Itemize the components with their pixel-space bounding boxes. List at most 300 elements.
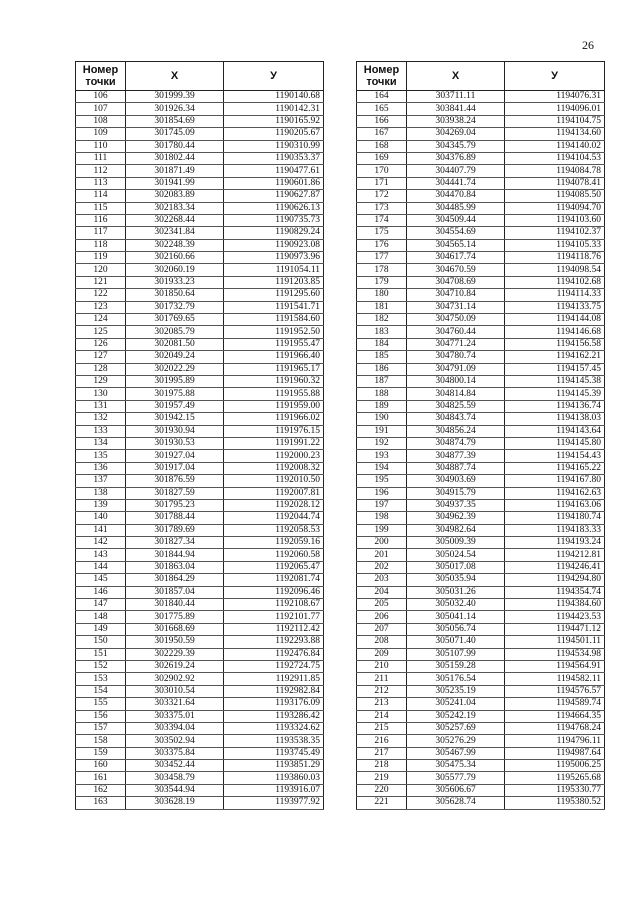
table-row [357, 252, 605, 264]
y-cell: 1194589.74 [505, 698, 605, 710]
point-number-cell: 120 [76, 264, 126, 276]
table-row [76, 747, 324, 759]
x-cell: 301942.15 [126, 413, 224, 425]
x-cell: 305241.04 [407, 698, 505, 710]
x-cell: 301863.04 [126, 561, 224, 573]
table-row [357, 239, 605, 251]
point-number-cell: 193 [357, 450, 407, 462]
y-cell: 1190477.61 [224, 165, 324, 177]
x-cell: 305041.14 [407, 611, 505, 623]
table-row [76, 698, 324, 710]
table-row [357, 537, 605, 549]
y-cell: 1194501.11 [505, 636, 605, 648]
point-number-cell: 112 [76, 165, 126, 177]
point-number-cell: 204 [357, 586, 407, 598]
table-row [76, 326, 324, 338]
x-cell: 301864.29 [126, 574, 224, 586]
table-row [357, 673, 605, 685]
table-row [76, 586, 324, 598]
y-cell: 1194180.74 [505, 512, 605, 524]
point-number-cell: 214 [357, 710, 407, 722]
x-cell: 301927.04 [126, 450, 224, 462]
table-header-row [76, 62, 324, 91]
table-row [357, 115, 605, 127]
x-cell: 305056.74 [407, 623, 505, 635]
x-cell: 303502.94 [126, 735, 224, 747]
point-number-cell: 161 [76, 772, 126, 784]
x-cell: 304554.69 [407, 227, 505, 239]
x-cell: 302160.66 [126, 252, 224, 264]
table-row [357, 140, 605, 152]
point-number-cell: 118 [76, 239, 126, 251]
point-number-cell: 207 [357, 623, 407, 635]
x-cell: 304825.59 [407, 400, 505, 412]
x-cell: 303452.44 [126, 760, 224, 772]
x-cell: 301941.99 [126, 177, 224, 189]
y-cell: 1193745.49 [224, 747, 324, 759]
point-number-cell: 187 [357, 375, 407, 387]
y-cell: 1194104.53 [505, 152, 605, 164]
y-cell: 1195006.25 [505, 760, 605, 772]
point-number-cell: 220 [357, 784, 407, 796]
x-cell: 305577.79 [407, 772, 505, 784]
point-number-cell: 197 [357, 499, 407, 511]
x-cell: 303375.01 [126, 710, 224, 722]
table-row [357, 190, 605, 202]
y-cell: 1194145.38 [505, 375, 605, 387]
y-cell: 1194294.80 [505, 574, 605, 586]
y-cell: 1194102.37 [505, 227, 605, 239]
x-cell: 303321.64 [126, 698, 224, 710]
table-row [76, 314, 324, 326]
table-row [357, 91, 605, 103]
y-cell: 1190829.24 [224, 227, 324, 239]
y-cell: 1191203.85 [224, 276, 324, 288]
x-cell: 301802.44 [126, 152, 224, 164]
x-cell: 301957.49 [126, 400, 224, 412]
x-cell: 301854.69 [126, 115, 224, 127]
point-number-cell: 162 [76, 784, 126, 796]
x-cell: 303375.84 [126, 747, 224, 759]
x-cell: 302022.29 [126, 363, 224, 375]
table-row [76, 363, 324, 375]
point-number-cell: 113 [76, 177, 126, 189]
y-cell: 1194134.60 [505, 128, 605, 140]
y-cell: 1191965.17 [224, 363, 324, 375]
y-cell: 1194154.43 [505, 450, 605, 462]
point-number-cell: 216 [357, 735, 407, 747]
x-cell: 301871.49 [126, 165, 224, 177]
table-row [76, 301, 324, 313]
point-number-cell: 208 [357, 636, 407, 648]
point-number-cell: 203 [357, 574, 407, 586]
table-row [357, 314, 605, 326]
table-row [357, 636, 605, 648]
point-number-cell: 177 [357, 252, 407, 264]
table-row [76, 574, 324, 586]
point-number-cell: 115 [76, 202, 126, 214]
table-row [357, 462, 605, 474]
x-cell: 305009.39 [407, 537, 505, 549]
x-cell: 301668.69 [126, 623, 224, 635]
point-number-cell: 174 [357, 214, 407, 226]
table-row [76, 202, 324, 214]
point-number-cell: 116 [76, 214, 126, 226]
point-number-cell: 127 [76, 351, 126, 363]
x-cell: 302060.19 [126, 264, 224, 276]
point-number-cell: 210 [357, 660, 407, 672]
point-number-cell: 192 [357, 437, 407, 449]
x-cell: 305257.69 [407, 722, 505, 734]
table-row [76, 115, 324, 127]
point-number-cell: 151 [76, 648, 126, 660]
point-number-cell: 124 [76, 314, 126, 326]
x-cell: 304485.99 [407, 202, 505, 214]
point-number-cell: 107 [76, 103, 126, 115]
x-cell: 305467.99 [407, 747, 505, 759]
table-row [357, 301, 605, 313]
x-cell: 301827.59 [126, 487, 224, 499]
y-cell: 1190601.86 [224, 177, 324, 189]
y-cell: 1191952.50 [224, 326, 324, 338]
table-row [76, 239, 324, 251]
x-cell: 304617.74 [407, 252, 505, 264]
table-row [76, 264, 324, 276]
point-number-cell: 170 [357, 165, 407, 177]
x-cell: 302085.79 [126, 326, 224, 338]
point-number-cell: 119 [76, 252, 126, 264]
table-row [76, 128, 324, 140]
point-number-cell: 205 [357, 599, 407, 611]
point-number-cell: 123 [76, 301, 126, 313]
y-cell: 1194183.33 [505, 524, 605, 536]
x-cell: 302229.39 [126, 648, 224, 660]
y-cell: 1194162.21 [505, 351, 605, 363]
y-cell: 1192724.75 [224, 660, 324, 672]
x-cell: 301795.23 [126, 499, 224, 511]
y-cell: 1190353.37 [224, 152, 324, 164]
x-cell: 305107.99 [407, 648, 505, 660]
point-number-cell: 166 [357, 115, 407, 127]
table-row [76, 475, 324, 487]
point-number-cell: 172 [357, 190, 407, 202]
table-row [357, 499, 605, 511]
point-number-cell: 190 [357, 413, 407, 425]
y-cell: 1192476.84 [224, 648, 324, 660]
x-cell: 302183.34 [126, 202, 224, 214]
x-cell: 304771.24 [407, 338, 505, 350]
y-cell: 1194564.91 [505, 660, 605, 672]
header-point-number: Номер точки [76, 62, 126, 91]
x-cell: 304710.84 [407, 289, 505, 301]
x-cell: 304982.64 [407, 524, 505, 536]
y-cell: 1194133.75 [505, 301, 605, 313]
point-number-cell: 163 [76, 797, 126, 809]
x-cell: 304814.84 [407, 388, 505, 400]
point-number-cell: 138 [76, 487, 126, 499]
table-row [76, 190, 324, 202]
table-row [357, 450, 605, 462]
y-cell: 1192293.88 [224, 636, 324, 648]
x-cell: 304760.44 [407, 326, 505, 338]
point-number-cell: 213 [357, 698, 407, 710]
table-row [357, 586, 605, 598]
point-number-cell: 212 [357, 685, 407, 697]
point-number-cell: 209 [357, 648, 407, 660]
point-number-cell: 218 [357, 760, 407, 772]
point-number-cell: 182 [357, 314, 407, 326]
y-cell: 1194144.08 [505, 314, 605, 326]
x-cell: 304731.14 [407, 301, 505, 313]
y-cell: 1190735.73 [224, 214, 324, 226]
point-number-cell: 221 [357, 797, 407, 809]
table-row [357, 165, 605, 177]
point-number-cell: 194 [357, 462, 407, 474]
x-cell: 301844.94 [126, 549, 224, 561]
y-cell: 1191584.60 [224, 314, 324, 326]
table-row [357, 202, 605, 214]
point-number-cell: 157 [76, 722, 126, 734]
y-cell: 1194167.80 [505, 475, 605, 487]
y-cell: 1194146.68 [505, 326, 605, 338]
y-cell: 1195380.52 [505, 797, 605, 809]
table-row [357, 375, 605, 387]
table-row [357, 388, 605, 400]
y-cell: 1191295.60 [224, 289, 324, 301]
x-cell: 301745.09 [126, 128, 224, 140]
x-cell: 302341.84 [126, 227, 224, 239]
table-row [76, 673, 324, 685]
x-cell: 301789.69 [126, 524, 224, 536]
header-x: X [126, 62, 224, 91]
table-row [76, 177, 324, 189]
point-number-cell: 158 [76, 735, 126, 747]
x-cell: 301933.23 [126, 276, 224, 288]
y-cell: 1194118.76 [505, 252, 605, 264]
point-number-cell: 173 [357, 202, 407, 214]
y-cell: 1194084.78 [505, 165, 605, 177]
table-row [76, 214, 324, 226]
y-cell: 1192065.47 [224, 561, 324, 573]
table-row [76, 561, 324, 573]
point-number-cell: 202 [357, 561, 407, 573]
x-cell: 301975.88 [126, 388, 224, 400]
header-point-number: Номер точки [357, 62, 407, 91]
x-cell: 304877.39 [407, 450, 505, 462]
table-row [357, 722, 605, 734]
point-number-cell: 145 [76, 574, 126, 586]
table-row [76, 400, 324, 412]
point-number-cell: 171 [357, 177, 407, 189]
x-cell: 301769.65 [126, 314, 224, 326]
point-number-cell: 184 [357, 338, 407, 350]
point-number-cell: 160 [76, 760, 126, 772]
table-row [357, 475, 605, 487]
y-cell: 1192096.46 [224, 586, 324, 598]
point-number-cell: 146 [76, 586, 126, 598]
y-cell: 1190626.13 [224, 202, 324, 214]
point-number-cell: 217 [357, 747, 407, 759]
table-row [76, 648, 324, 660]
x-cell: 304345.79 [407, 140, 505, 152]
y-cell: 1194076.31 [505, 91, 605, 103]
y-cell: 1194085.50 [505, 190, 605, 202]
table-row [76, 537, 324, 549]
point-number-cell: 150 [76, 636, 126, 648]
y-cell: 1191541.71 [224, 301, 324, 313]
table-row [76, 524, 324, 536]
table-row [357, 685, 605, 697]
x-cell: 304843.74 [407, 413, 505, 425]
y-cell: 1194145.39 [505, 388, 605, 400]
x-cell: 301827.34 [126, 537, 224, 549]
y-cell: 1192008.32 [224, 462, 324, 474]
point-number-cell: 195 [357, 475, 407, 487]
table-row [357, 276, 605, 288]
point-number-cell: 189 [357, 400, 407, 412]
y-cell: 1192059.16 [224, 537, 324, 549]
table-row [76, 252, 324, 264]
x-cell: 304874.79 [407, 437, 505, 449]
point-number-cell: 133 [76, 425, 126, 437]
x-cell: 302268.44 [126, 214, 224, 226]
y-cell: 1194163.06 [505, 499, 605, 511]
table-row [76, 784, 324, 796]
x-cell: 305475.34 [407, 760, 505, 772]
x-cell: 304962.39 [407, 512, 505, 524]
x-cell: 303938.24 [407, 115, 505, 127]
table-row [357, 227, 605, 239]
table-row [76, 722, 324, 734]
y-cell: 1193286.42 [224, 710, 324, 722]
table-row [76, 710, 324, 722]
point-number-cell: 136 [76, 462, 126, 474]
y-cell: 1194576.57 [505, 685, 605, 697]
table-row [76, 351, 324, 363]
x-cell: 304791.09 [407, 363, 505, 375]
point-number-cell: 108 [76, 115, 126, 127]
y-cell: 1192000.23 [224, 450, 324, 462]
x-cell: 301780.44 [126, 140, 224, 152]
table-row [357, 425, 605, 437]
x-cell: 301876.59 [126, 475, 224, 487]
table-row [76, 103, 324, 115]
y-cell: 1193916.07 [224, 784, 324, 796]
table-row [357, 772, 605, 784]
y-cell: 1193324.62 [224, 722, 324, 734]
table-row [76, 227, 324, 239]
page-number: 26 [582, 38, 594, 52]
table-row [357, 710, 605, 722]
table-row [357, 400, 605, 412]
y-cell: 1194354.74 [505, 586, 605, 598]
x-cell: 303544.94 [126, 784, 224, 796]
point-number-cell: 129 [76, 375, 126, 387]
table-row [357, 326, 605, 338]
point-number-cell: 178 [357, 264, 407, 276]
y-cell: 1192982.84 [224, 685, 324, 697]
y-cell: 1194114.33 [505, 289, 605, 301]
x-cell: 302083.89 [126, 190, 224, 202]
point-number-cell: 141 [76, 524, 126, 536]
point-number-cell: 139 [76, 499, 126, 511]
table-row [357, 152, 605, 164]
x-cell: 304937.35 [407, 499, 505, 511]
x-cell: 304565.14 [407, 239, 505, 251]
table-row [357, 735, 605, 747]
y-cell: 1192060.58 [224, 549, 324, 561]
point-number-cell: 106 [76, 91, 126, 103]
point-number-cell: 147 [76, 599, 126, 611]
point-number-cell: 180 [357, 289, 407, 301]
point-number-cell: 110 [76, 140, 126, 152]
point-number-cell: 114 [76, 190, 126, 202]
table-row [357, 338, 605, 350]
point-number-cell: 196 [357, 487, 407, 499]
x-cell: 301930.94 [126, 425, 224, 437]
point-number-cell: 153 [76, 673, 126, 685]
y-cell: 1194165.22 [505, 462, 605, 474]
point-number-cell: 181 [357, 301, 407, 313]
table-row [76, 388, 324, 400]
x-cell: 305032.40 [407, 599, 505, 611]
x-cell: 302081.50 [126, 338, 224, 350]
point-number-cell: 188 [357, 388, 407, 400]
y-cell: 1192028.12 [224, 499, 324, 511]
x-cell: 301788.44 [126, 512, 224, 524]
y-cell: 1191955.88 [224, 388, 324, 400]
x-cell: 304441.74 [407, 177, 505, 189]
table-row [76, 685, 324, 697]
point-number-cell: 156 [76, 710, 126, 722]
point-number-cell: 211 [357, 673, 407, 685]
point-number-cell: 199 [357, 524, 407, 536]
y-cell: 1194104.75 [505, 115, 605, 127]
table-row [357, 103, 605, 115]
y-cell: 1190973.96 [224, 252, 324, 264]
y-cell: 1194145.80 [505, 437, 605, 449]
table-row [357, 599, 605, 611]
point-number-cell: 137 [76, 475, 126, 487]
x-cell: 301775.89 [126, 611, 224, 623]
table-row [357, 487, 605, 499]
y-cell: 1192112.42 [224, 623, 324, 635]
table-row [357, 698, 605, 710]
x-cell: 301850.64 [126, 289, 224, 301]
point-number-cell: 200 [357, 537, 407, 549]
table-row [357, 264, 605, 276]
point-number-cell: 149 [76, 623, 126, 635]
y-cell: 1194156.58 [505, 338, 605, 350]
x-cell: 305035.94 [407, 574, 505, 586]
x-cell: 305276.29 [407, 735, 505, 747]
table-row [76, 772, 324, 784]
y-cell: 1190142.31 [224, 103, 324, 115]
table-row [357, 549, 605, 561]
table-row [357, 363, 605, 375]
x-cell: 304269.04 [407, 128, 505, 140]
x-cell: 304407.79 [407, 165, 505, 177]
x-cell: 301840.44 [126, 599, 224, 611]
point-number-cell: 111 [76, 152, 126, 164]
x-cell: 303458.79 [126, 772, 224, 784]
x-cell: 305235.19 [407, 685, 505, 697]
y-cell: 1194138.03 [505, 413, 605, 425]
table-row [76, 289, 324, 301]
y-cell: 1191976.15 [224, 425, 324, 437]
y-cell: 1194078.41 [505, 177, 605, 189]
table-row [76, 276, 324, 288]
